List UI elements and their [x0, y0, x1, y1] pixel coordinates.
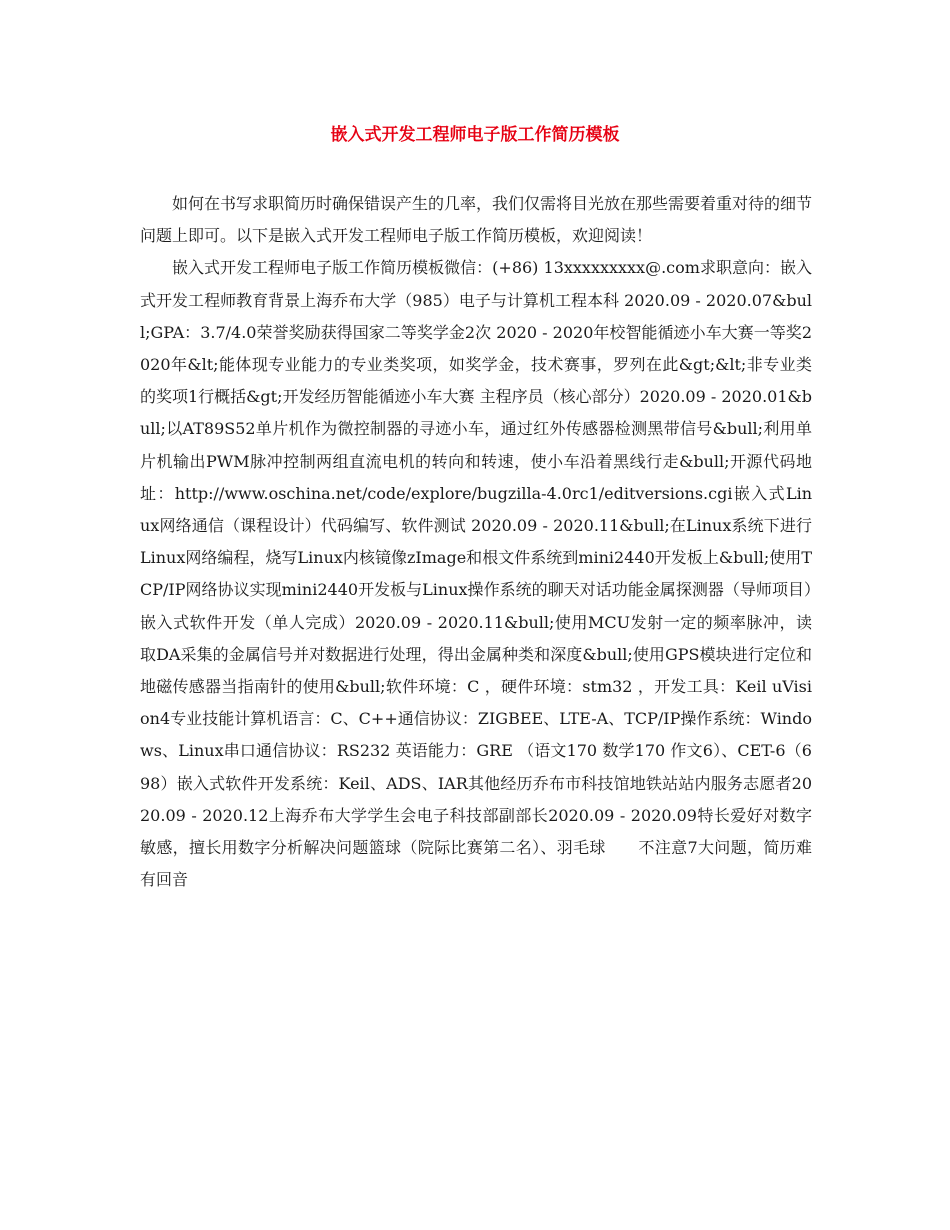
- document-body: [140, 188, 812, 896]
- resume-paragraph: 嵌入式开发工程师电子版工作简历模板微信：(+86) 13xxxxxxxxx@.com求职意向：嵌入式开发工程师教育背景上海乔布大学（985）电子与计算机工程本科 2020.09 - 2020.07&bull;GPA：3.7/4.0荣誉奖励获得国家二等奖学金2次 2020 - 2020年校智能循迹小车大赛一等奖2020年&lt;能体现专业能力的专业类奖项，如奖学金，技术赛事，罗列在此&gt;&lt;非专业类的奖项1行概括&gt;开发经历智能循迹小车大赛 主程序员（核心部分）2020.09 - 2020.01&bull;以AT89S52单片机作为微控制器的寻迹小车，通过红外传感器检测黑带信号&bull;利用单片机输出PWM脉冲控制两组直流电机的转向和转速，使小车沿着黑线行走&bull;开源代码地址：http://www.oschina.net/code/explore/bugzilla-4.0rc1/editversions.cgi嵌入式Linux网络通信（课程设计）代码编写、软件测试 2020.09 - 2020.11&bull;在Linux系统下进行Linux网络编程，烧写Linux内核镜像zImage和根文件系统到mini2440开发板上&bull;使用TCP/IP网络协议实现mini2440开发板与Linux操作系统的聊天对话功能金属探测器（导师项目）嵌入式软件开发（单人完成）2020.09 - 2020.11&bull;使用MCU发射一定的频率脉冲，读取DA采集的金属信号并对数据进行处理，得出金属种类和深度&bull;使用GPS模块进行定位和地磁传感器当指南针的使用&bull;软件环境：C ，硬件环境：stm32 ，开发工具：Keil uVision4专业技能计算机语言：C、C++通信协议：ZIGBEE、LTE-A、TCP/IP操作系统：Windows、Linux串口通信协议：RS232 英语能力：GRE （语文170 数学170 作文6）、CET-6（698）嵌入式软件开发系统：Keil、ADS、IAR其他经历乔布市科技馆地铁站站内服务志愿者2020.09 - 2020.12上海乔布大学学生会电子科技部副部长2020.09 - 2020.09特长爱好对数字敏感，擅长用数字分析解决问题篮球（院际比赛第二名）、羽毛球 不注意7大问题，简历难有回音: [140, 258, 812, 890]
- intro-paragraph: 如何在书写求职简历时确保错误产生的几率，我们仅需将目光放在那些需要着重对待的细节问题上即可。以下是嵌入式开发工程师电子版工作简历模板，欢迎阅读！: [140, 194, 813, 246]
- document-title: 嵌入式开发工程师电子版工作简历模板: [330, 125, 620, 145]
